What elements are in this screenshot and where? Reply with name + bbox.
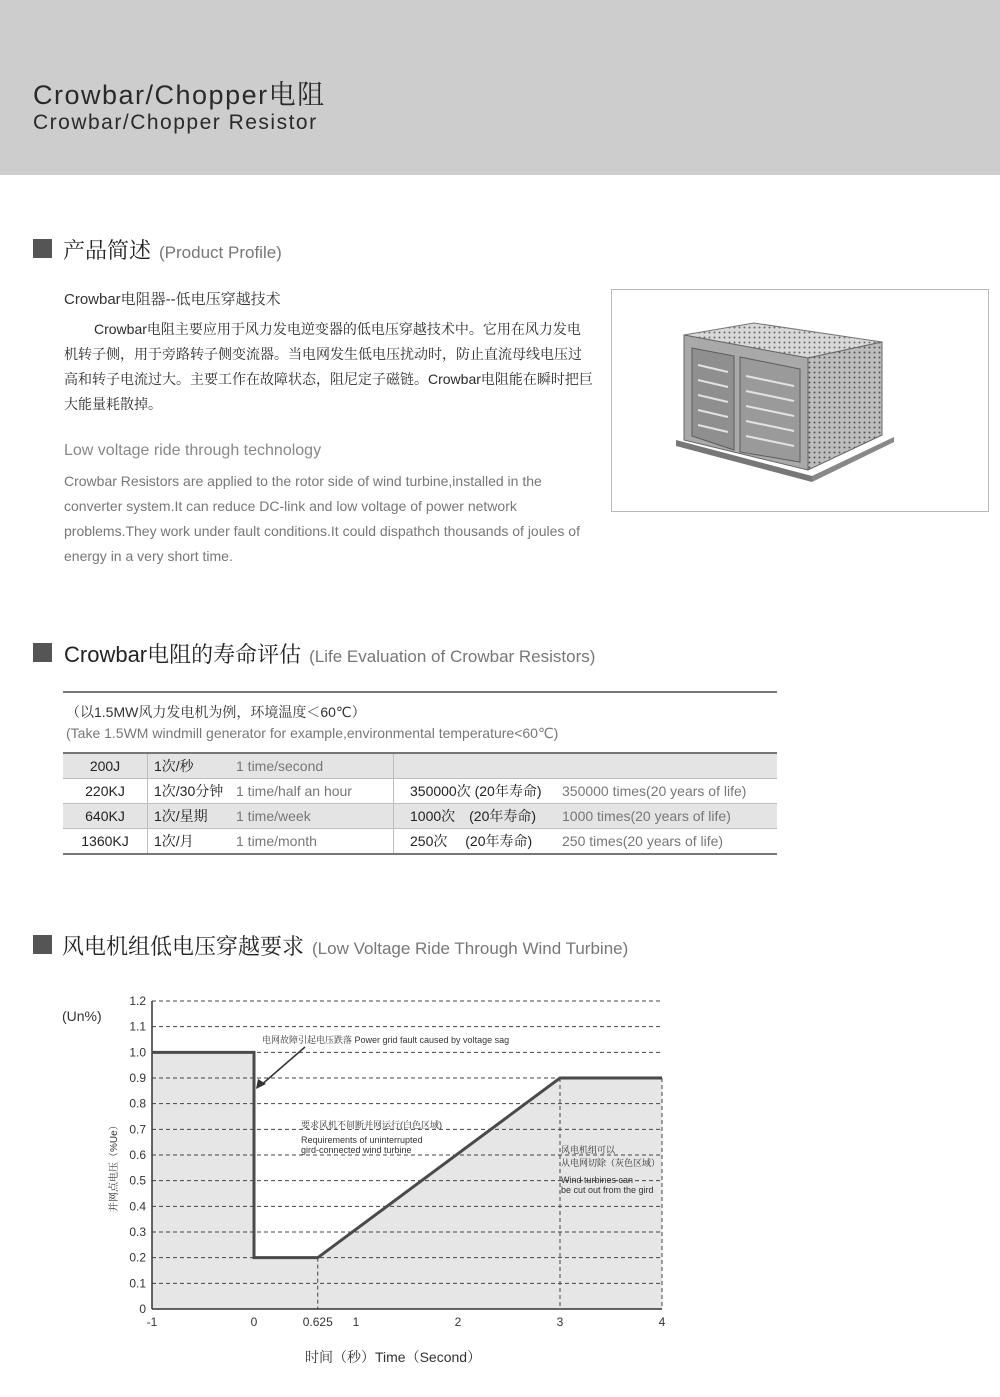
y-tick-label: 0.1 <box>129 1276 146 1291</box>
annotation-gray-en-1: Wind turbines can <box>561 1175 634 1185</box>
y-tick-label: 0.5 <box>129 1173 146 1188</box>
energy-cell: 200J <box>63 753 148 779</box>
annotation-gray-cn-1: 风电机组可以 <box>561 1145 616 1155</box>
life-cn-cell <box>394 753 563 779</box>
page-subtitle: Crowbar/Chopper Resistor <box>33 111 318 134</box>
life-cn-cell: 1000次 (20年寿命) <box>394 804 563 829</box>
life-heading-cn: Crowbar电阻的寿命评估 <box>64 642 302 667</box>
energy-cell: 640KJ <box>63 804 148 829</box>
life-en-cell <box>562 753 777 779</box>
page-title: Crowbar/Chopper电阻 <box>33 80 326 110</box>
profile-heading-cn: 产品简述 <box>63 238 152 263</box>
y-tick-label: 0.9 <box>129 1071 146 1085</box>
lvrt-heading-cn: 风电机组低电压穿越要求 <box>62 934 305 959</box>
freq-cn-cell: 1次/30分钟 <box>148 779 237 804</box>
life-table <box>63 752 777 855</box>
y-unit-label: (Un%) <box>62 1008 102 1024</box>
life-heading <box>64 638 595 669</box>
freq-en-cell: 1 time/half an hour <box>236 779 394 804</box>
y-tick-label: 0.3 <box>129 1225 146 1239</box>
freq-en-cell: 1 time/week <box>236 804 394 829</box>
profile-en-title: Low voltage ride through technology <box>64 442 322 459</box>
profile-heading <box>63 234 282 265</box>
x-tick-label: 0 <box>250 1315 258 1329</box>
y-tick-label: 0 <box>139 1302 146 1316</box>
life-en-cell: 1000 times(20 years of life) <box>562 804 777 829</box>
lvrt-chart <box>0 985 1000 1385</box>
x-tick-label: 1 <box>352 1315 360 1329</box>
freq-cn-cell: 1次/星期 <box>148 804 237 829</box>
profile-cn-title: Crowbar电阻器--低电压穿越技术 <box>64 291 281 308</box>
table-top-rule <box>63 691 777 693</box>
annotation-arrow <box>260 1047 305 1086</box>
x-tick-labels <box>147 1315 666 1329</box>
y-tick-labels <box>129 994 146 1316</box>
x-tick-label: 4 <box>658 1315 666 1329</box>
y-tick-label: 0.8 <box>129 1096 146 1111</box>
table-row <box>63 804 777 829</box>
life-cn-cell: 250次 (20年寿命) <box>394 829 563 855</box>
life-heading-en: (Life Evaluation of Crowbar Resistors) <box>309 647 596 666</box>
table-row <box>63 779 777 804</box>
lvrt-heading-en: (Low Voltage Ride Through Wind Turbine) <box>312 939 629 958</box>
section-marker-icon <box>33 935 52 954</box>
energy-cell: 1360KJ <box>63 829 148 855</box>
annotation-gray-en-2: be cut out from the gird <box>561 1185 654 1195</box>
life-note-cn: （以1.5MW风力发电机为例，环境温度＜60℃） <box>66 704 366 720</box>
product-photo <box>611 289 989 512</box>
y-tick-label: 1.0 <box>129 1045 146 1060</box>
life-en-cell: 250 times(20 years of life) <box>562 829 777 855</box>
section-marker-icon <box>33 643 52 662</box>
arrow-head-icon <box>256 1079 266 1089</box>
lvrt-heading <box>62 930 628 961</box>
y-tick-label: 0.4 <box>129 1199 146 1214</box>
freq-en-cell: 1 time/month <box>236 829 394 855</box>
life-en-cell: 350000 times(20 years of life) <box>562 779 777 804</box>
profile-heading-en: (Product Profile) <box>159 243 282 262</box>
x-tick-label: 0.625 <box>302 1315 333 1329</box>
resistor-cabinet-image <box>612 290 988 511</box>
y-tick-label: 1.1 <box>129 1019 146 1034</box>
annotation-gray-cn-2: 从电网切除（灰色区域） <box>561 1158 661 1168</box>
x-tick-label: 3 <box>556 1315 564 1329</box>
x-tick-label: -1 <box>146 1315 158 1329</box>
y-tick-label: 0.2 <box>129 1250 146 1265</box>
x-tick-label: 2 <box>454 1315 462 1329</box>
y-axis-title: 并网点电压（%Ue） <box>109 1120 120 1212</box>
annotation-white-en-1: Requirements of uninterrupted <box>301 1135 423 1145</box>
y-tick-label: 0.7 <box>129 1122 146 1137</box>
life-cn-cell: 350000次 (20年寿命) <box>394 779 563 804</box>
energy-cell: 220KJ <box>63 779 148 804</box>
profile-en-body: Crowbar Resistors are applied to the rotor side of wind turbine,installed in the converter system.It can reduce DC-link and low voltage of power network problems.They work under fault conditions.It could dispathch thousands of joules of energy in a very short time. <box>64 473 580 564</box>
x-axis-title: 时间（秒）Time（Second） <box>305 1349 482 1365</box>
y-tick-label: 1.2 <box>129 994 146 1008</box>
section-marker-icon <box>33 239 52 258</box>
page-header <box>0 0 1000 175</box>
life-note-en: (Take 1.5WM windmill generator for example,environmental temperature<60℃) <box>66 725 559 741</box>
freq-cn-cell: 1次/月 <box>148 829 237 855</box>
table-row <box>63 753 777 779</box>
y-tick-label: 0.6 <box>129 1148 146 1162</box>
freq-cn-cell: 1次/秒 <box>148 753 237 779</box>
table-row <box>63 829 777 855</box>
freq-en-cell: 1 time/second <box>236 753 394 779</box>
annotation-white-cn: 要求风机不间断并网运行(白色区域) <box>301 1120 442 1130</box>
profile-cn-body: Crowbar电阻主要应用于风力发电逆变器的低电压穿越技术中。它用在风力发电机转子侧，用于旁路转子侧变流器。当电网发生低电压扰动时，防止直流母线电压过高和转子电流过大。主要工作在故障状态，阻尼定子磁链。Crowbar电阻能在瞬时把巨大能量耗散掉。 <box>64 321 593 412</box>
annotation-fault: 电网故障引起电压跌落 Power grid fault caused by voltage sag <box>262 1035 510 1045</box>
annotation-white-en-2: gird-connected wind turbine <box>301 1145 412 1155</box>
